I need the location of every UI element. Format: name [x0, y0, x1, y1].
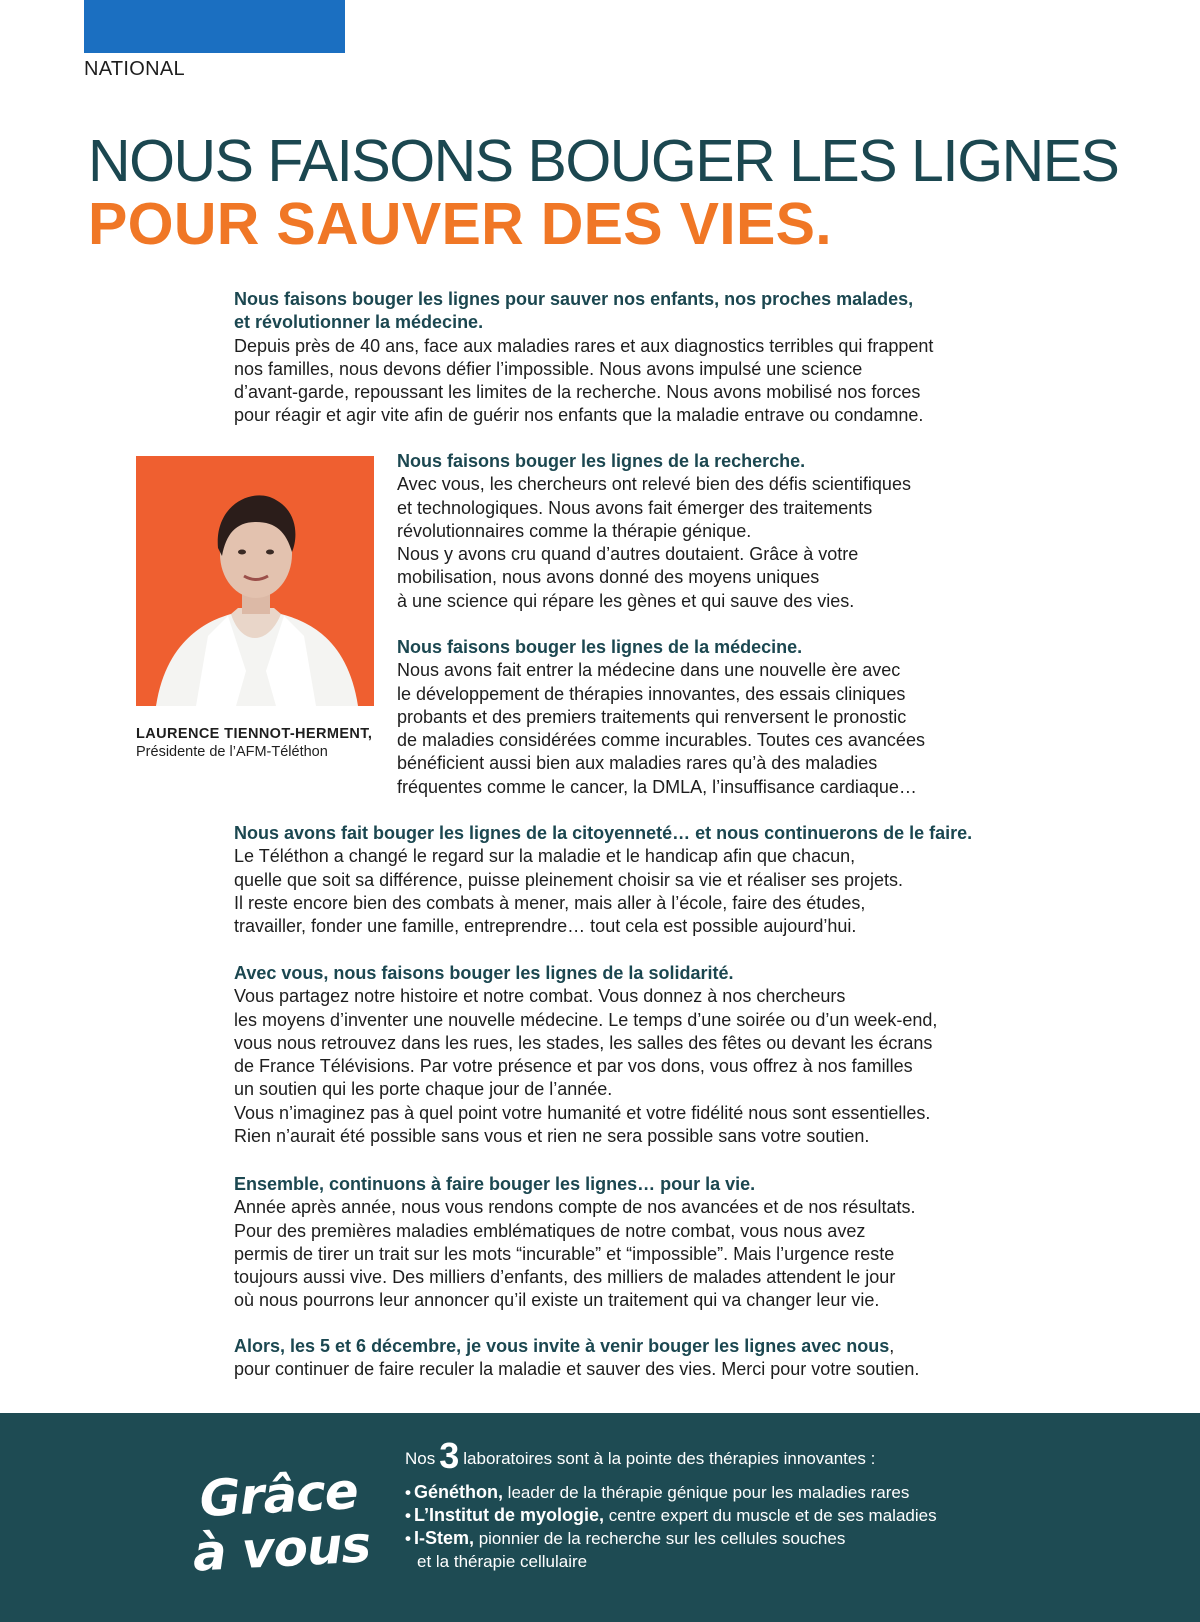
labs-intro: [405, 1436, 1145, 1479]
research-lead: Nous faisons bouger les lignes de la recherche.: [397, 451, 806, 471]
medicine-lead: Nous faisons bouger les lignes de la médecine.: [397, 637, 803, 657]
together-paragraph: [234, 1173, 1094, 1313]
research-body-line: révolutionnaires comme la thérapie génique.: [397, 520, 752, 541]
medicine-body-line: Nous avons fait entrer la médecine dans une nouvelle ère avec: [397, 660, 901, 681]
portrait-caption: [136, 726, 386, 760]
section-label: NATIONAL: [84, 58, 185, 80]
citizenship-lead: Nous avons fait bouger les lignes de la citoyenneté… et nous continuerons de le faire.: [234, 823, 973, 843]
intro-body-line: Depuis près de 40 ans, face aux maladies rares et aux diagnostics terribles qui frappent: [234, 335, 934, 356]
solidarity-body-line: Vous n’imaginez pas à quel point votre humanité et votre fidélité nous sont essentielles.: [234, 1102, 931, 1123]
grace-line-1: Grâce: [198, 1461, 359, 1529]
intro-lead-line: Nous faisons bouger les lignes pour sauver nos enfants, nos proches malades,: [234, 289, 914, 309]
solidarity-lead: Avec vous, nous faisons bouger les lignes de la solidarité.: [234, 963, 734, 983]
labs-block: [405, 1436, 1145, 1573]
lab-name: I-Stem,: [413, 1528, 474, 1548]
citizenship-body-line: Il reste encore bien des combats à mener, mais aller à l’école, faire des études,: [234, 892, 866, 913]
medicine-body-line: bénéficient aussi bien aux maladies rares qu’à des maladies: [397, 753, 878, 774]
research-body-line: mobilisation, nous avons donné des moyens uniques: [397, 567, 820, 588]
together-body-line: permis de tirer un trait sur les mots “incurable” et “impossible”. Mais l’urgence reste: [234, 1243, 895, 1264]
medicine-paragraph: [397, 636, 1017, 799]
caption-name: LAURENCE TIENNOT-HERMENT,: [136, 726, 373, 742]
list-item: [405, 1504, 1145, 1527]
lab-desc: centre expert du muscle et de ses maladies: [603, 1506, 937, 1525]
solidarity-body-line: Vous partagez notre histoire et notre combat. Vous donnez à nos chercheurs: [234, 986, 846, 1007]
together-body-line: toujours aussi vive. Des milliers d’enfants, des milliers de malades attendent le jour: [234, 1267, 896, 1288]
lab-name: L’Institut de myologie,: [413, 1505, 604, 1525]
together-body-line: Année après année, nous vous rendons compte de nos avancées et de nos résultats.: [234, 1197, 916, 1218]
invite-body-line: pour continuer de faire reculer la maladie et sauver des vies. Merci pour votre soutien.: [234, 1359, 920, 1380]
intro-body-line: d’avant-garde, repoussant les limites de la recherche. Nous avons mobilisé nos forces: [234, 382, 921, 403]
lab-desc-continued: et la thérapie cellulaire: [417, 1552, 588, 1571]
portrait-illustration: [136, 456, 374, 706]
together-lead: Ensemble, continuons à faire bouger les lignes… pour la vie.: [234, 1174, 756, 1194]
solidarity-body-line: un soutien qui les porte chaque jour de l’année.: [234, 1079, 613, 1100]
together-body-line: Pour des premières maladies emblématiques de notre combat, vous nous avez: [234, 1220, 866, 1241]
bullet-icon: •: [405, 1483, 411, 1502]
solidarity-paragraph: [234, 962, 1094, 1148]
medicine-body-line: probants et des premiers traitements qui renversent le pronostic: [397, 706, 907, 727]
solidarity-body-line: vous nous retrouvez dans les rues, les stades, les salles des fêtes ou devant les écrans: [234, 1032, 933, 1053]
together-body-line: où nous pourrons leur annoncer qu’il existe un traitement qui va changer leur vie.: [234, 1290, 880, 1311]
invite-paragraph: [234, 1335, 1094, 1382]
intro-body-line: nos familles, nous devons défier l’impossible. Nous avons impulsé une science: [234, 358, 863, 379]
research-body-line: et technologiques. Nous avons fait émerger des traitements: [397, 497, 873, 518]
invite-lead-tail: ,: [889, 1336, 895, 1356]
solidarity-body-line: les moyens d’inventer une nouvelle médecine. Le temps d’une soirée ou d’un week-end,: [234, 1009, 938, 1030]
lab-name: Généthon,: [413, 1482, 503, 1502]
labs-list: [405, 1481, 1145, 1573]
headline-line-2: POUR SAUVER DES VIES.: [88, 191, 832, 257]
lab-desc: pionnier de la recherche sur les cellules souches: [473, 1529, 846, 1548]
bullet-icon: •: [405, 1506, 411, 1525]
medicine-body-line: le développement de thérapies innovantes, des essais cliniques: [397, 683, 906, 704]
caption-role: Présidente de l’AFM-Téléthon: [136, 744, 328, 760]
medicine-body-line: de maladies considérées comme incurables. Toutes ces avancées: [397, 730, 925, 751]
intro-lead-line: et révolutionner la médecine.: [234, 312, 484, 333]
research-paragraph: [397, 450, 997, 613]
grace-a-vous-logo: [177, 1463, 382, 1581]
citizenship-body-line: quelle que soit sa différence, puisse pleinement choisir sa vie et réaliser ses projets.: [234, 869, 904, 890]
citizenship-body-line: travailler, fonder une famille, entreprendre… tout cela est possible aujourd’hui.: [234, 916, 857, 937]
headline-line-1: NOUS FAISONS BOUGER LES LIGNES: [88, 128, 1119, 194]
invite-lead: Alors, les 5 et 6 décembre, je vous invite à venir bouger les lignes avec nous: [234, 1336, 890, 1356]
list-item: [405, 1527, 1145, 1573]
medicine-body-line: fréquentes comme le cancer, la DMLA, l’insuffisance cardiaque…: [397, 776, 917, 797]
citizenship-paragraph: [234, 822, 1094, 938]
labs-count: 3: [439, 1435, 460, 1476]
labs-intro-pre: Nos: [405, 1449, 436, 1468]
research-body-line: Avec vous, les chercheurs ont relevé bien des défis scientifiques: [397, 474, 911, 495]
citizenship-body-line: Le Téléthon a changé le regard sur la maladie et le handicap afin que chacun,: [234, 846, 856, 867]
page-title: [88, 130, 1168, 256]
portrait-photo: [136, 456, 374, 706]
list-item: [405, 1481, 1145, 1504]
intro-paragraph: [234, 288, 1094, 428]
solidarity-body-line: de France Télévisions. Par votre présence et par vos dons, vous offrez à nos familles: [234, 1056, 913, 1077]
top-accent-bar: [84, 0, 345, 53]
grace-line-2: à vous: [191, 1515, 372, 1583]
labs-intro-post: laboratoires sont à la pointe des thérapies innovantes :: [463, 1449, 876, 1468]
bullet-icon: •: [405, 1529, 411, 1548]
lab-desc: leader de la thérapie génique pour les maladies rares: [502, 1483, 910, 1502]
research-body-line: à une science qui répare les gènes et qui sauve des vies.: [397, 590, 855, 611]
research-body-line: Nous y avons cru quand d’autres doutaient. Grâce à votre: [397, 544, 859, 565]
solidarity-body-line: Rien n’aurait été possible sans vous et rien ne sera possible sans votre soutien.: [234, 1126, 870, 1147]
invite-lead-line: [234, 1335, 1094, 1358]
intro-body-line: pour réagir et agir vite afin de guérir nos enfants que la maladie entrave ou condamne.: [234, 405, 924, 426]
